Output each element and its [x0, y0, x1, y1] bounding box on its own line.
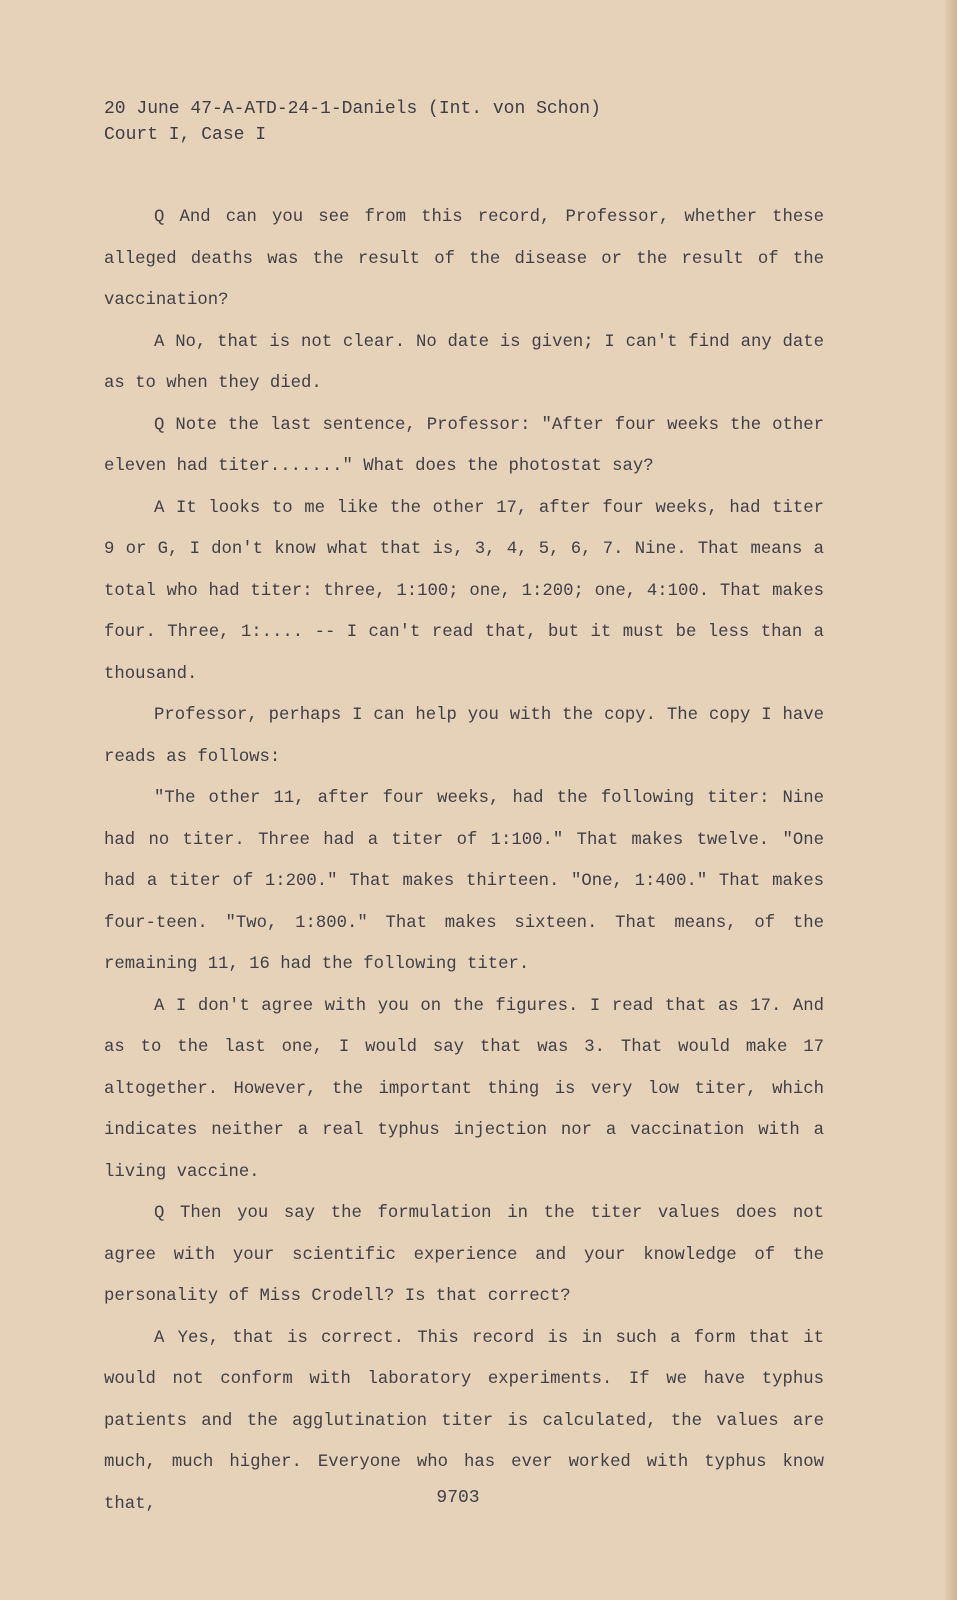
paragraph-answer-1: A No, that is not clear. No date is given; I can't find any date as to when they died.: [104, 332, 824, 393]
page-edge: [943, 0, 957, 1600]
document-header: [104, 96, 864, 148]
page-number: 9703: [436, 1488, 480, 1508]
paragraph-question-1: Q And can you see from this record, Professor, whether these alleged deaths was the result of the disease or the result of the vaccination?: [104, 208, 824, 310]
header-line-1: 20 June 47-A-ATD-24-1-Daniels (Int. von Schon): [104, 99, 601, 119]
paragraph-counsel-statement: Professor, perhaps I can help you with the copy. The copy I have reads as follows:: [104, 706, 824, 767]
paragraph-answer-3: A I don't agree with you on the figures. I read that as 17. And as to the last one, I would say that was 3. That would make 17 altogether. However, the important thing is very low titer, which indicates neither a real typhus injection nor a vaccination with a living vaccine.: [104, 996, 824, 1182]
paragraph-answer-4: A Yes, that is correct. This record is in such a form that it would not conform with laboratory experiments. If we have typhus patients and the agglutination titer is calculated, the values are much, much higher. Everyone who has ever worked with typhus know that,: [104, 1328, 824, 1514]
paragraph-question-2: Q Note the last sentence, Professor: "After four weeks the other eleven had titer......." What does the photostat say?: [104, 415, 824, 476]
paragraph-question-3: Q Then you say the formulation in the titer values does not agree with your scientific experience and your knowledge of the personality of Miss Crodell? Is that correct?: [104, 1204, 824, 1306]
paragraph-answer-2: A It looks to me like the other 17, after four weeks, had titer 9 or G, I don't know what that is, 3, 4, 5, 6, 7. Nine. That means a total who had titer: three, 1:100; one, 1:200; one, 4:100. That makes four. Three, 1:.... -- I can't read that, but it must be less than a thousand.: [104, 498, 824, 684]
paragraph-quoted-copy: "The other 11, after four weeks, had the following titer: Nine had no titer. Three had a titer of 1:100." That makes twelve. "One had a titer of 1:200." That makes thirteen. "One, 1:400." That makes four-teen. "Two, 1:800." That makes sixteen. That means, of the remaining 11, 16 had the following titer.: [104, 789, 824, 974]
transcript-body: [104, 197, 824, 1525]
header-line-2: Court I, Case I: [104, 125, 267, 145]
